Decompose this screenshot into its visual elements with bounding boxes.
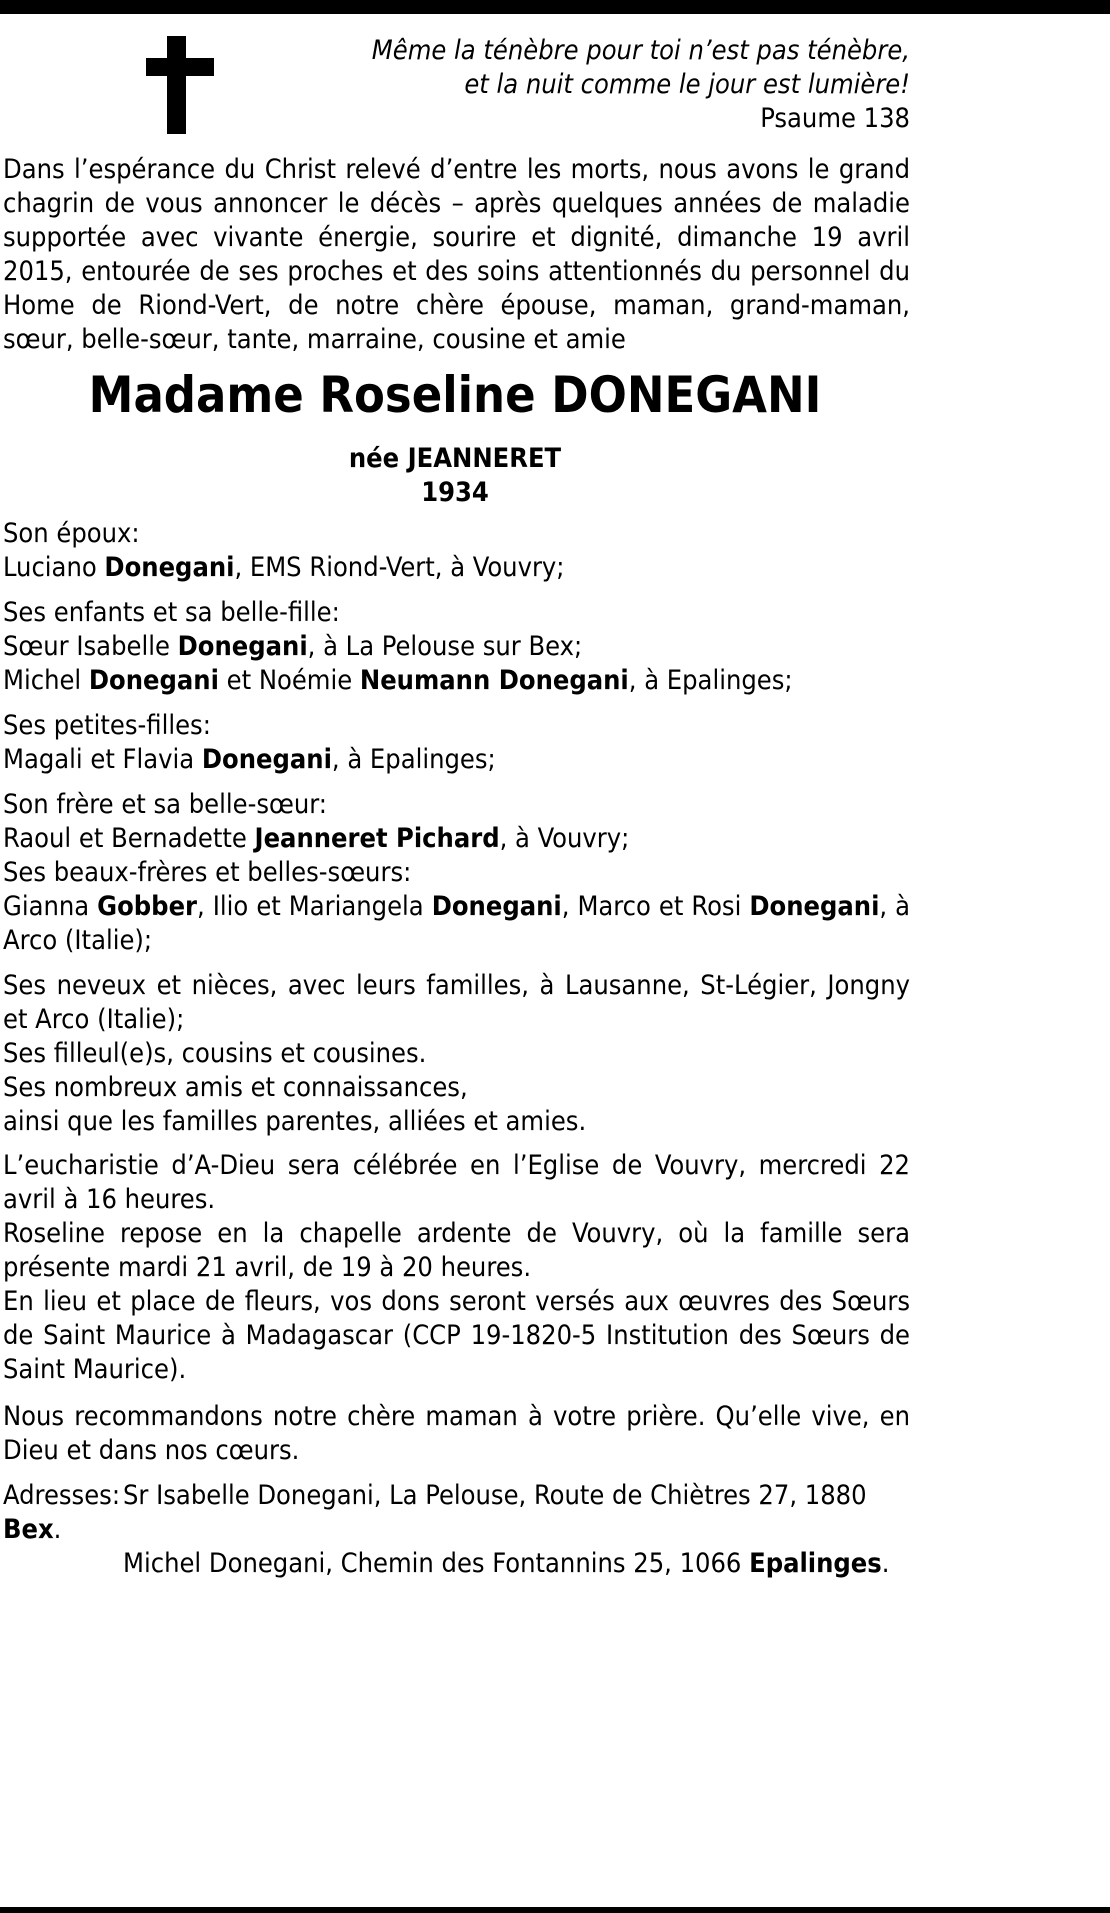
- children-section: [3, 596, 910, 698]
- epigraph-source: Psaume 138: [760, 103, 910, 134]
- children-label: Ses enfants et sa belle-fille:: [3, 597, 340, 628]
- birth-year: 1934: [421, 477, 489, 508]
- grandchildren-entry: Magali et Flavia Donegani, à Epalinges;: [3, 744, 496, 775]
- epigraph-line-1: Même la ténèbre pour toi n’est pas ténèbre,: [371, 35, 910, 66]
- address-line-1: Adresses: Sr Isabelle Donegani, La Pelouse, Route de Chiètres 27, 1880 Bex.: [3, 1480, 867, 1545]
- inlaws-entry: Gianna Gobber, Ilio et Mariangela Donegani, Marco et Rosi Donegani, à Arco (Italie);: [3, 891, 911, 956]
- bottom-rule: [0, 1907, 1110, 1913]
- eucharist-text: L’eucharistie d’A-Dieu sera célébrée en l’Eglise de Vouvry, mercredi 22 avril à 16 heures.: [3, 1150, 910, 1215]
- announcement-intro: Dans l’espérance du Christ relevé d’entre les morts, nous avons le grand chagrin de vous annoncer le décès – après quelques années de maladie supportée avec vivante énergie, sourire et dignité, dimanche 19 avril 2015, entourée de ses proches et des soins attentionnés du personnel du Home de Riond-Vert, de notre chère épouse, maman, grand-maman, sœur, belle-sœur, tante, marraine, cousine et amie: [3, 154, 910, 355]
- spouse-section: [3, 517, 910, 585]
- sibling-label: Son frère et sa belle-sœur:: [3, 789, 327, 820]
- addresses-label: Adresses:: [3, 1480, 121, 1511]
- maiden-name: née JEANNERET: [348, 443, 562, 474]
- others-section: [3, 969, 910, 1139]
- deceased-name: Madame Roseline DONEGANI: [88, 366, 822, 424]
- prayer-text: Nous recommandons notre chère maman à votre prière. Qu’elle vive, en Dieu et dans nos cœurs.: [3, 1401, 910, 1466]
- service-section: [3, 1149, 910, 1387]
- grandchildren-section: [3, 709, 910, 777]
- address-line-2: Michel Donegani, Chemin des Fontannins 25, 1066 Epalinges.: [123, 1548, 890, 1579]
- nephews-line: Ses neveux et nièces, avec leurs familles, à Lausanne, St-Légier, Jongny et Arco (Italie);: [3, 970, 910, 1035]
- sibling-entry: Raoul et Bernadette Jeanneret Pichard, à Vouvry;: [3, 823, 630, 854]
- relatives-line: ainsi que les familles parentes, alliées et amies.: [3, 1106, 587, 1137]
- spouse-entry: Luciano Donegani, EMS Riond-Vert, à Vouvry;: [3, 552, 565, 583]
- addresses: [3, 1479, 910, 1581]
- inlaws-label: Ses beaux-frères et belles-sœurs:: [3, 857, 412, 888]
- child-entry: Sœur Isabelle Donegani, à La Pelouse sur Bex;: [3, 631, 583, 662]
- friends-line: Ses nombreux amis et connaissances,: [3, 1072, 468, 1103]
- godchildren-line: Ses filleul(e)s, cousins et cousines.: [3, 1038, 427, 1069]
- chapel-text: Roseline repose en la chapelle ardente de Vouvry, où la famille sera présente mardi 21 avril, de 19 à 20 heures.: [3, 1218, 910, 1283]
- spouse-label: Son époux:: [3, 518, 140, 549]
- epigraph-line-2: et la nuit comme le jour est lumière!: [464, 69, 910, 100]
- grandchildren-label: Ses petites-filles:: [3, 710, 211, 741]
- epigraph: [372, 34, 910, 136]
- child-entry: Michel Donegani et Noémie Neumann Donegani, à Epalinges;: [3, 665, 793, 696]
- siblings-section: [3, 788, 910, 958]
- top-rule: [0, 0, 1110, 14]
- donations-text: En lieu et place de fleurs, vos dons seront versés aux œuvres des Sœurs de Saint Maurice à Madagascar (CCP 19-1820-5 Institution des Sœurs de Saint Maurice).: [3, 1286, 910, 1385]
